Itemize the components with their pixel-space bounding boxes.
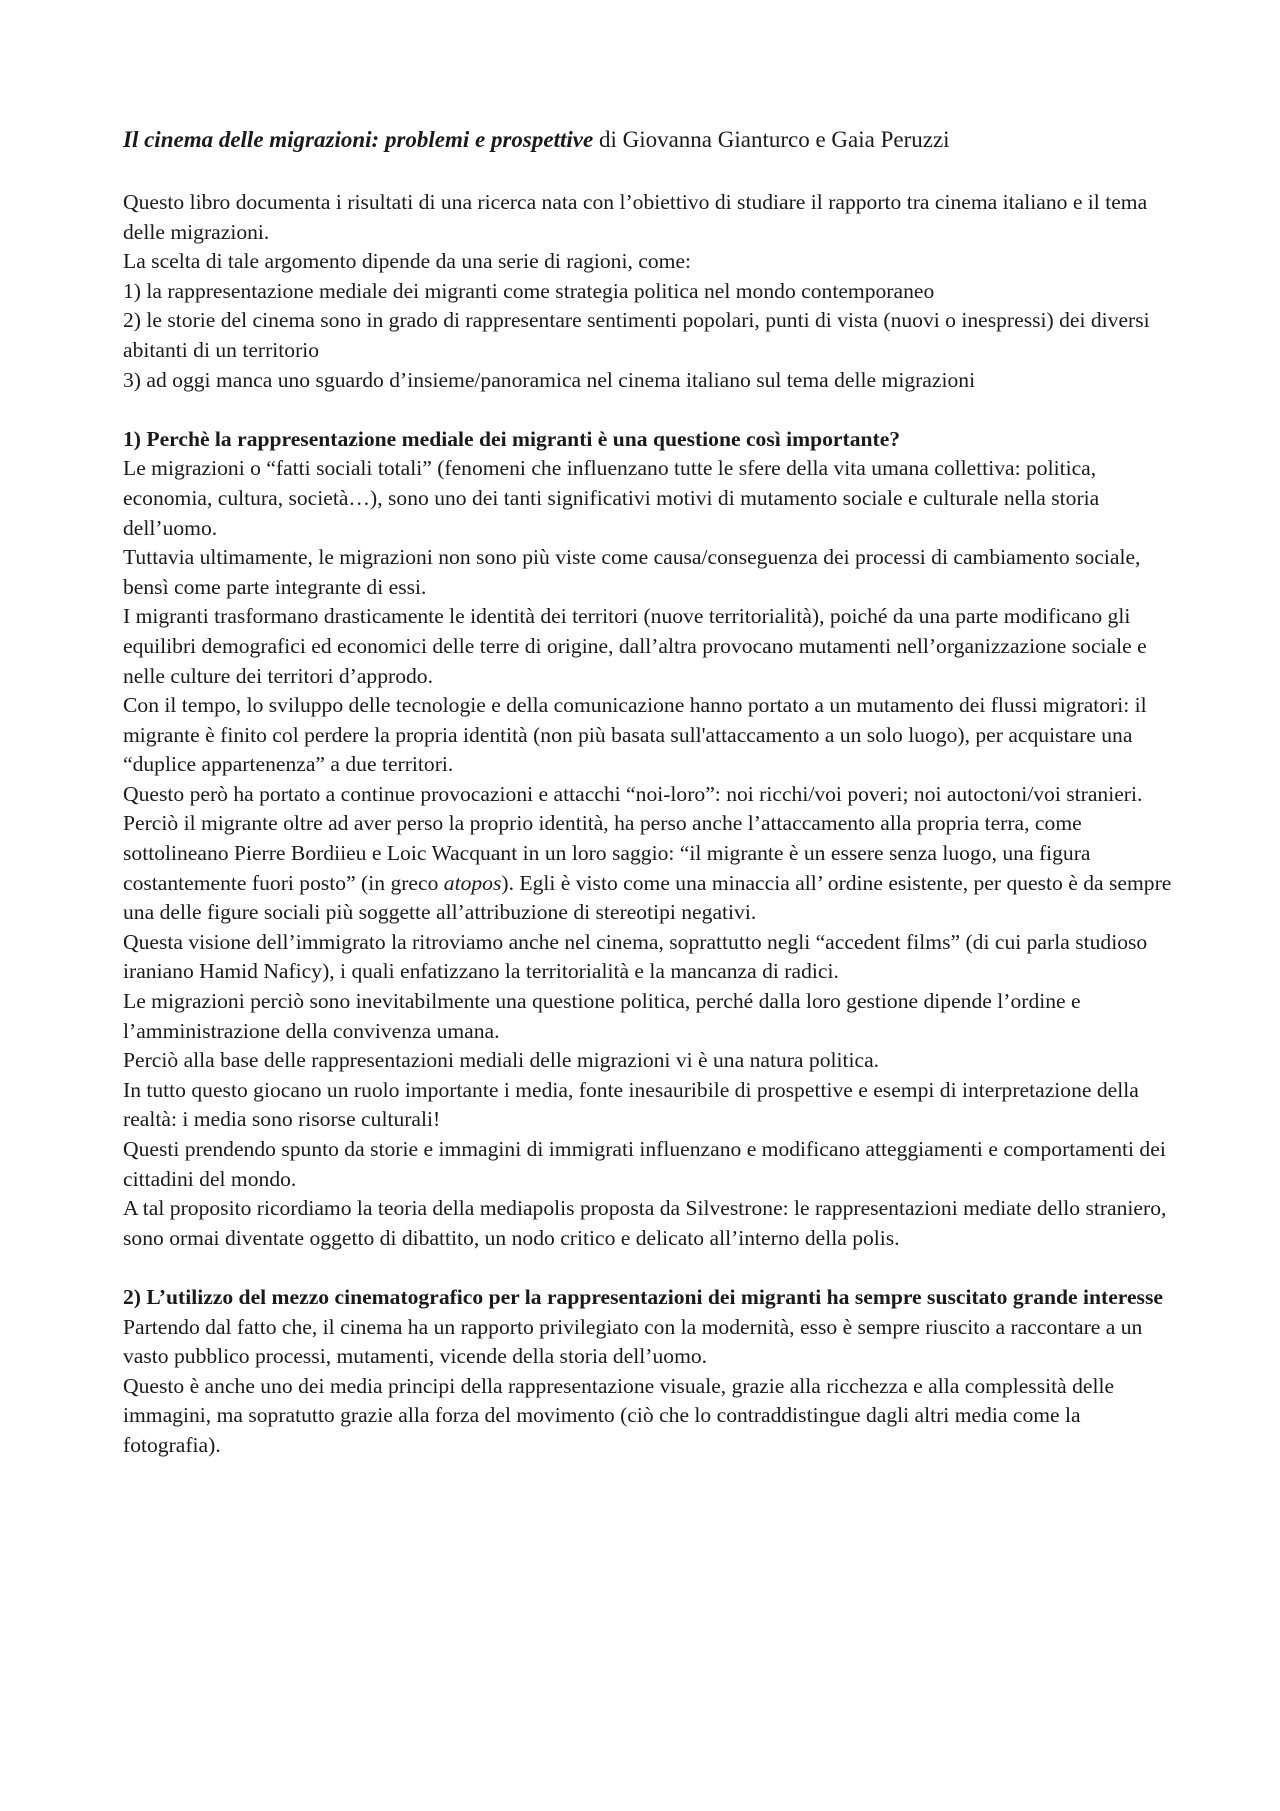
body-paragraph: Le migrazioni perciò sono inevitabilmente una questione politica, perché dalla loro gestione dipende l’ordine e l’amministrazione della convivenza umana. (123, 989, 1081, 1043)
intro-list-item: 3) ad oggi manca uno sguardo d’insieme/panoramica nel cinema italiano sul tema delle migrazioni (123, 367, 976, 392)
body-paragraph: Tuttavia ultimamente, le migrazioni non sono più viste come causa/conseguenza dei processi di cambiamento sociale, bensì come parte integrante di essi. (123, 545, 1141, 599)
intro-list-item: 1) la rappresentazione mediale dei migranti come strategia politica nel mondo contemporaneo (123, 278, 935, 303)
body-paragraph: Partendo dal fatto che, il cinema ha un rapporto privilegiato con la modernità, esso è sempre riuscito a raccontare a un vasto pubblico processi, mutamenti, vicende della storia dell’uomo. (123, 1314, 1143, 1369)
atopos-italic: atopos (443, 870, 502, 895)
section-2-heading: 2) L’utilizzo del mezzo cinematografico per la rappresentazioni dei migranti ha sempre suscitato grande interesse (123, 1284, 1163, 1309)
spacer (123, 395, 1173, 425)
title-main: Il cinema delle migrazioni: problemi e prospettive (123, 127, 594, 152)
intro-list-item: 2) le storie del cinema sono in grado di rappresentare sentimenti popolari, punti di vista (nuovi o inespressi) dei diversi abitanti di un territorio (123, 308, 1150, 362)
section-1-heading: 1) Perchè la rappresentazione mediale dei migranti è una questione così importante? (123, 426, 901, 451)
section-2 (123, 1283, 1173, 1461)
body-paragraph: A tal proposito ricordiamo la teoria della mediapolis proposta da Silvestrone: le rappresentazioni mediate dello straniero, sono ormai diventate oggetto di dibattito, un nodo critico e delicato all’interno della polis. (123, 1196, 1167, 1250)
section-1 (123, 425, 1173, 1254)
spacer (123, 1253, 1173, 1283)
body-paragraph-atopos (123, 809, 1173, 927)
body-paragraph: Questa visione dell’immigrato la ritroviamo anche nel cinema, soprattutto negli “accedent films” (di cui parla studioso iraniano Hamid Naficy), i quali enfatizzano la territorialità e la mancanza di radici. (123, 929, 1148, 984)
body-paragraph: I migranti trasformano drasticamente le identità dei territori (nuove territorialità), poiché da una parte modificano gli equilibri demografici ed economici delle terre di origine, dall’altra provocano mutamenti nell’organizzazione sociale e nelle culture dei territori d’approdo. (123, 604, 1147, 688)
document-title (123, 124, 1173, 156)
body-paragraph: Le migrazioni o “fatti sociali totali” (fenomeni che influenzano tutte le sfere della vita umana collettiva: politica, economia, cultura, società…), sono uno dei tanti significativi motivi di mutamento sociale e culturale nella storia dell’uomo. (123, 456, 1100, 540)
intro-paragraph: La scelta di tale argomento dipende da una serie di ragioni, come: (123, 249, 692, 274)
atopos-text-after: ). Egli è visto come una minaccia all’ ordine esistente, per questo è da sempre una delle figure sociali più soggette all’attribuzione di stereotipi negativi. (123, 870, 1172, 925)
atopos-text-before: Perciò il migrante oltre ad aver perso la proprio identità, ha perso anche l’attaccamento alla propria terra, come sottolineano Pierre Bordiieu e Loic Wacquant in un loro saggio: “il migrante è un essere senza luogo, una figura costantemente fuori posto” (in greco (123, 811, 1091, 895)
body-paragraph: In tutto questo giocano un ruolo importante i media, fonte inesauribile di prospettive e esempi di interpretazione della realtà: i media sono risorse culturali! (123, 1077, 1139, 1132)
title-authors: di Giovanna Gianturco e Gaia Peruzzi (593, 127, 950, 152)
body-paragraph: Con il tempo, lo sviluppo delle tecnologie e della comunicazione hanno portato a un mutamento dei flussi migratori: il migrante è finito col perdere la propria identità (non più basata sull'attaccamento a un solo luogo), per acquistare una “duplice appartenenza” a due territori. (123, 693, 1147, 777)
intro-section (123, 188, 1173, 395)
body-paragraph: Questi prendendo spunto da storie e immagini di immigrati influenzano e modificano atteggiamenti e comportamenti dei cittadini del mondo. (123, 1137, 1166, 1191)
intro-paragraph: Questo libro documenta i risultati di una ricerca nata con l’obiettivo di studiare il rapporto tra cinema italiano e il tema delle migrazioni. (123, 190, 1148, 244)
body-paragraph: Perciò alla base delle rappresentazioni mediali delle migrazioni vi è una natura politica. (123, 1048, 880, 1073)
body-paragraph: Questo però ha portato a continue provocazioni e attacchi “noi-loro”: noi ricchi/voi poveri; noi autoctoni/voi stranieri. (123, 781, 1143, 806)
body-paragraph: Questo è anche uno dei media principi della rappresentazione visuale, grazie alla ricchezza e alla complessità delle immagini, ma sopratutto grazie alla forza del movimento (ciò che lo contraddistingue dagli altri media come la fotografia). (123, 1373, 1115, 1457)
document-body (123, 124, 1173, 1461)
